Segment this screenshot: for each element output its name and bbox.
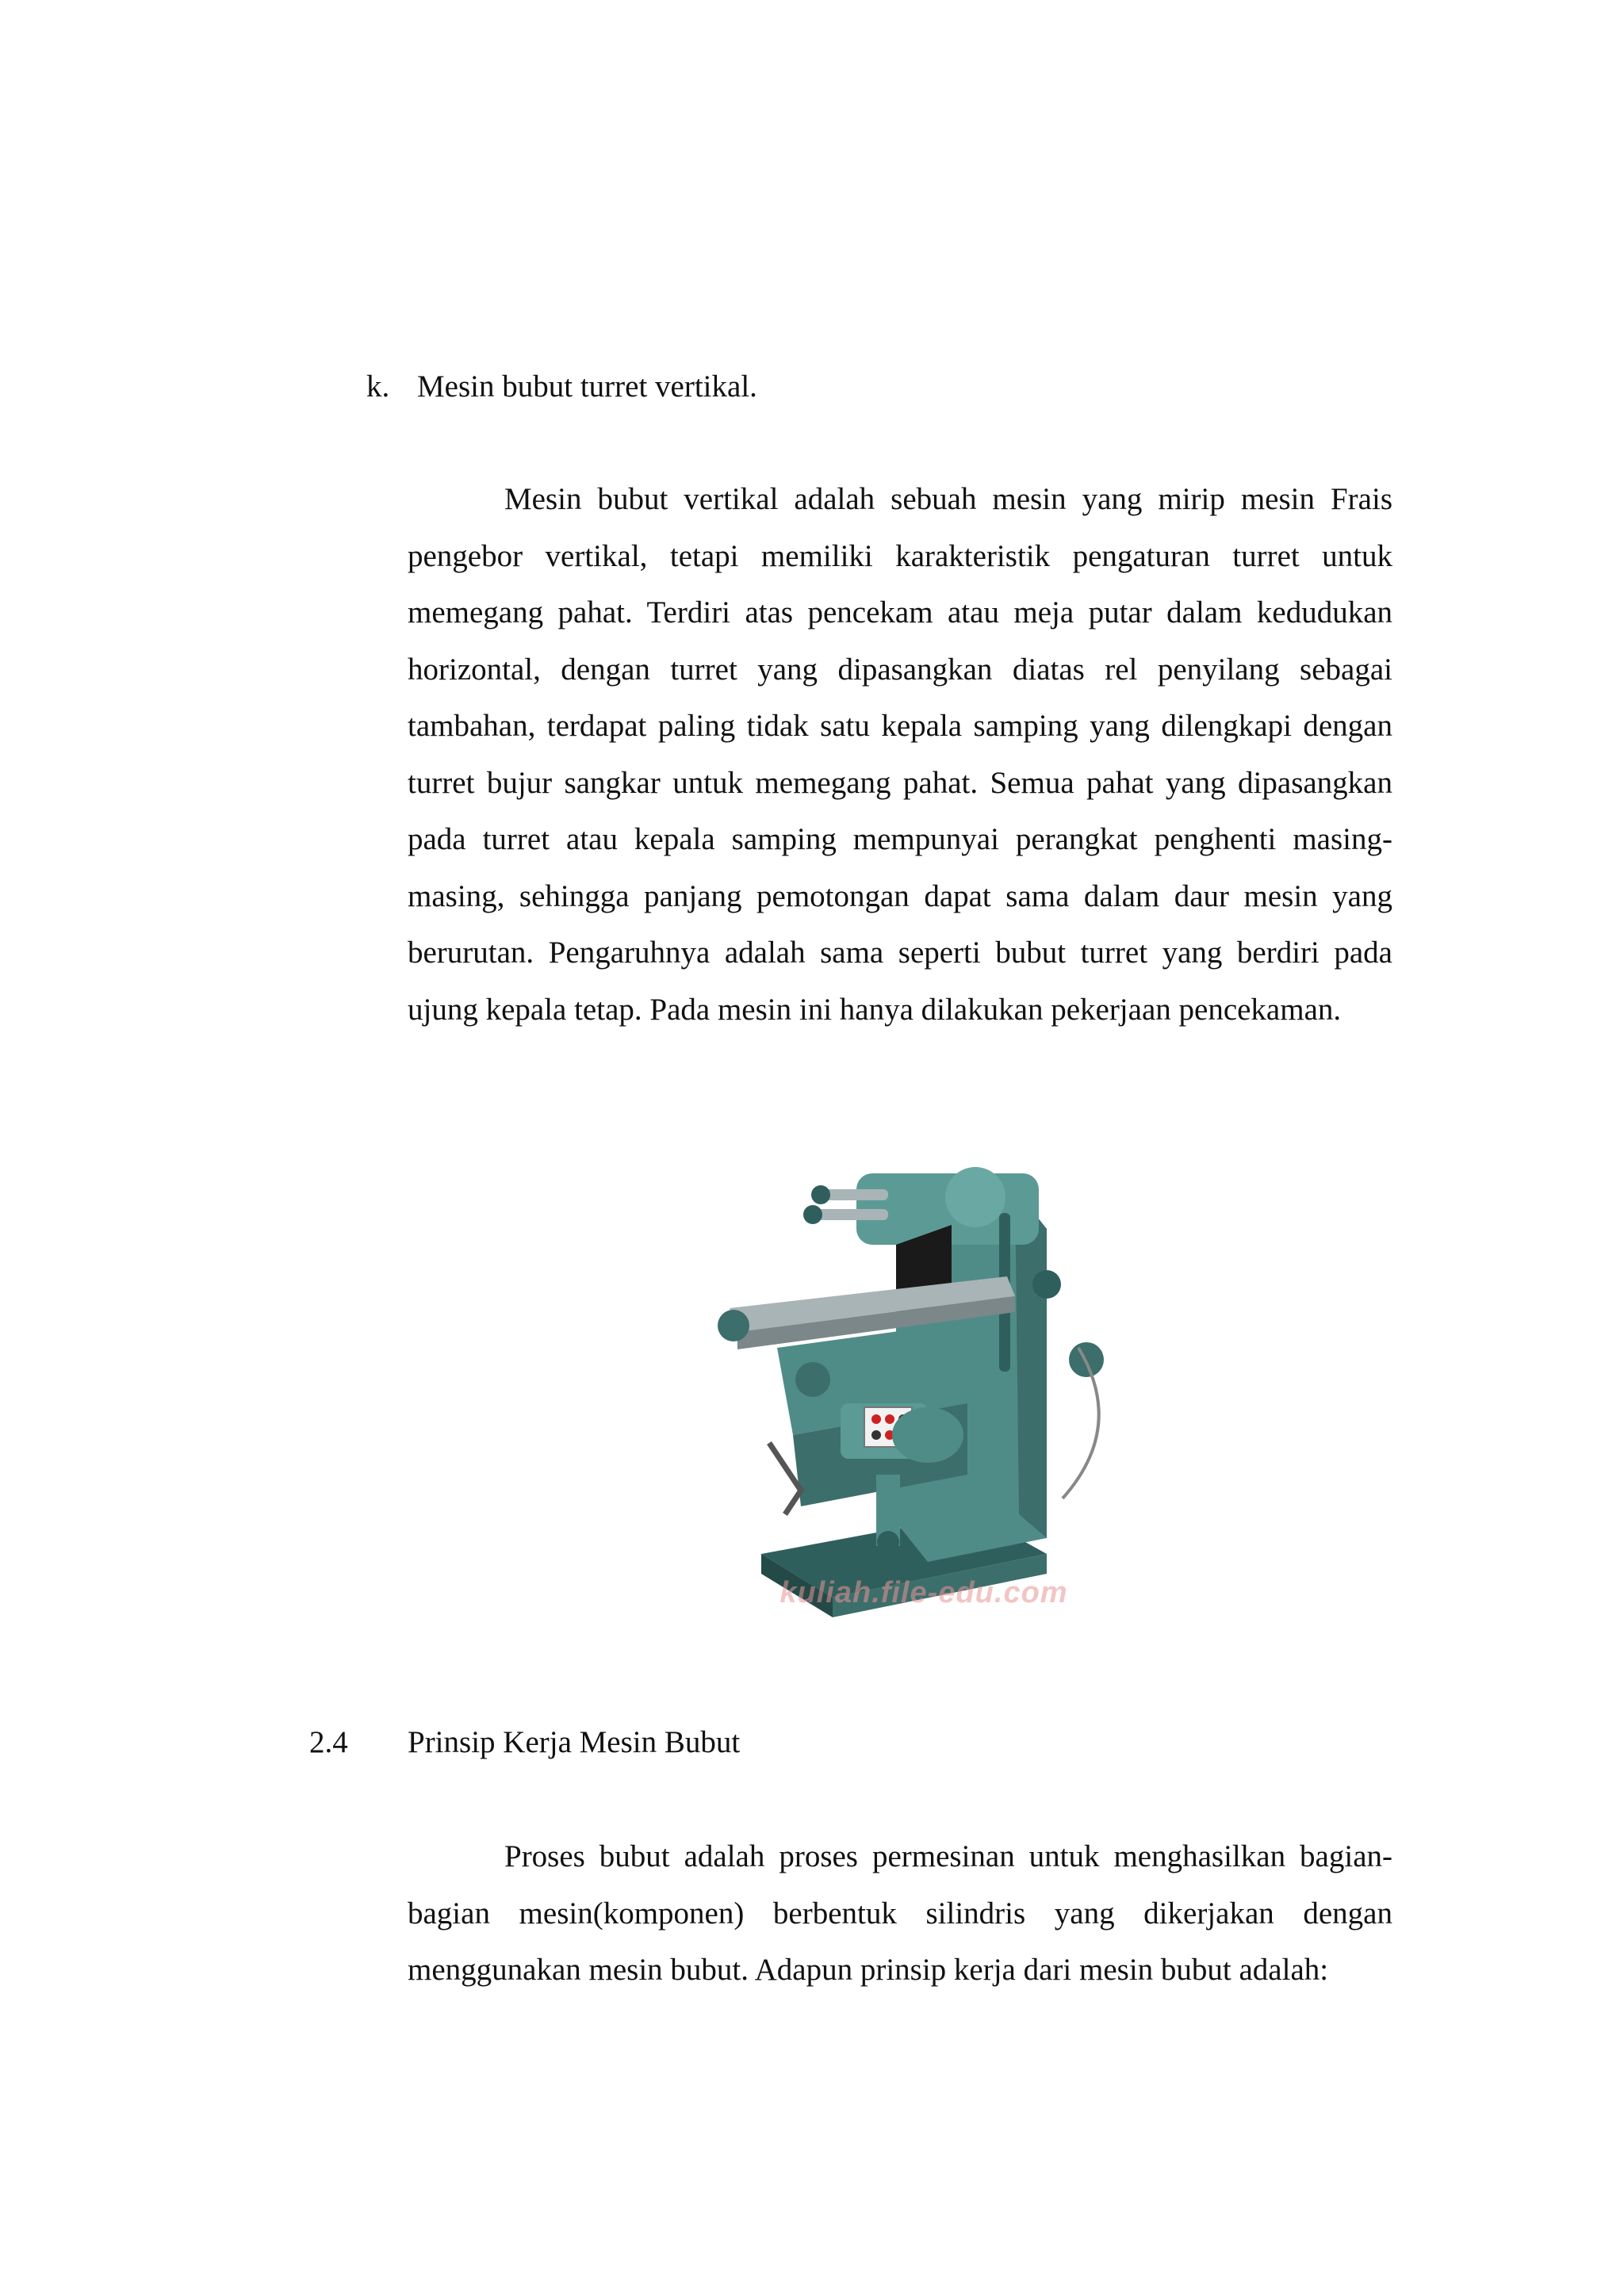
control-button-2 <box>885 1414 894 1424</box>
milling-machine-illustration <box>714 1142 1142 1625</box>
rod-knob-2 <box>803 1205 822 1224</box>
list-marker: k. <box>366 369 390 404</box>
control-button-1 <box>871 1414 881 1424</box>
paragraph-vertical-turret-lathe: Mesin bubut vertikal adalah sebuah mesin yang mirip mesin Frais pengebor vertikal, tetapi memiliki karakteristik pengaturan turret untuk memegang pahat. Terdiri atas pencekam atau meja putar dalam kedudukan horizontal, dengan turret yang dipasangkan diatas rel penyilang sebagai tambahan, terdapat paling tidak satu kepala samping yang dilengkapi dengan turret bujur sangkar untuk memegang pahat. Semua pahat yang dipasangkan pada turret atau kepala samping mempunyai perangkat penghenti masing-masing, sehingga panjang pemotongan dapat sama dalam daur mesin yang berurutan. Pengaruhnya adalah sama seperti bubut turret yang berdiri pada ujung kepala tetap. Pada mesin ini hanya dilakukan pekerjaan pencekaman. <box>408 482 1392 1027</box>
section-number: 2.4 <box>309 1725 348 1759</box>
screw-collar <box>877 1531 899 1553</box>
section-heading <box>309 1722 740 1763</box>
list-item-k <box>366 366 757 408</box>
knee-handwheel <box>795 1362 830 1397</box>
right-handwheel <box>1032 1270 1061 1299</box>
milling-machine-figure <box>714 1142 1142 1625</box>
paragraph-turning-principle: Proses bubut adalah proses permesinan untuk menghasilkan bagian-bagian mesin(komponen) berbentuk silindris yang dikerjakan dengan menggunakan mesin bubut. Adapun prinsip kerja dari mesin bubut adalah: <box>408 1839 1392 1987</box>
feed-motor <box>892 1407 963 1463</box>
head-motor <box>945 1167 1005 1227</box>
control-button-4 <box>871 1430 881 1440</box>
image-watermark: kuliah.file-edu.com <box>779 1576 1068 1609</box>
rod-knob-1 <box>811 1185 830 1204</box>
list-item-text: Mesin bubut turret vertikal. <box>417 369 757 404</box>
table-handwheel-left <box>718 1310 749 1341</box>
section-title: Prinsip Kerja Mesin Bubut <box>408 1725 741 1759</box>
